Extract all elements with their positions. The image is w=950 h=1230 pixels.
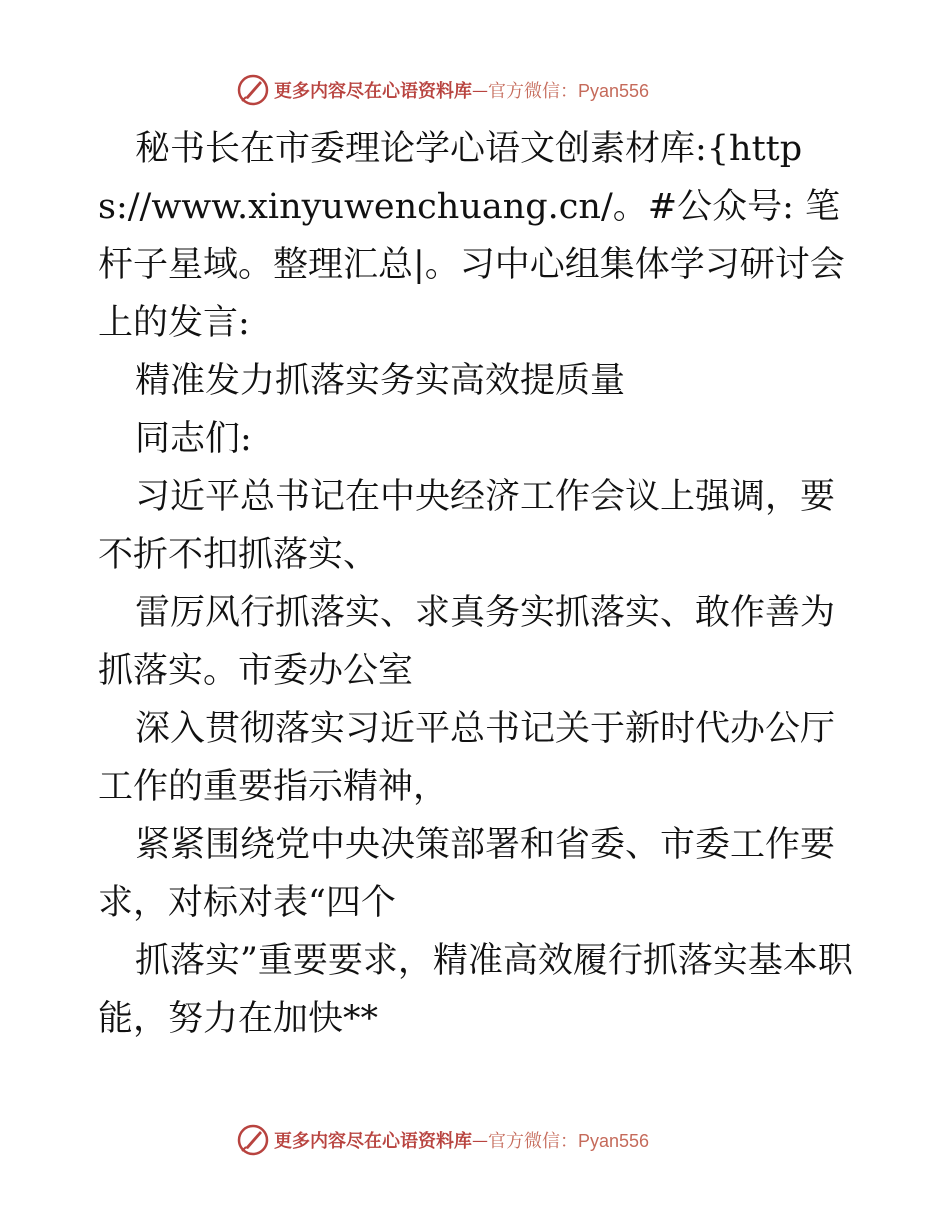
paragraph: 抓落实”重要要求，精准高效履行抓落实基本职能，努力在加快** xyxy=(98,941,853,1039)
banner-separator: — xyxy=(472,80,488,100)
banner-account-text: 官方微信：Pyan556 xyxy=(488,1131,650,1151)
paragraph: 紧紧围绕党中央决策部署和省委、市委工作要求，对标对表“四个 xyxy=(98,825,836,923)
paragraph: 习近平总书记在中央经济工作会议上强调，要不折不扣抓落实、 xyxy=(98,477,836,575)
banner-main-text: 更多内容尽在心语资料库 xyxy=(274,81,472,102)
banner-main-text: 更多内容尽在心语资料库 xyxy=(274,1131,472,1152)
paragraph: 秘书长在市委理论学心语文创素材库:{https://www.xinyuwenchuang.cn/。#公众号: 笔杆子星域。整理汇总|。习中心组集体学习研讨会上的发言: xyxy=(98,129,845,343)
header-banner xyxy=(236,72,716,108)
paragraph: 深入贯彻落实习近平总书记关于新时代办公厅工作的重要指示精神， xyxy=(98,709,836,807)
quill-logo-icon xyxy=(236,1123,270,1157)
salutation: 同志们: xyxy=(135,419,252,459)
footer-banner xyxy=(236,1122,716,1158)
banner-account-text: 官方微信：Pyan556 xyxy=(488,81,650,101)
document-title: 精准发力抓落实务实高效提质量 xyxy=(135,361,626,401)
document-body xyxy=(98,120,854,1048)
paragraph: 雷厉风行抓落实、求真务实抓落实、敢作善为抓落实。市委办公室 xyxy=(98,593,836,691)
quill-logo-icon xyxy=(236,73,270,107)
banner-separator: — xyxy=(472,1130,488,1150)
